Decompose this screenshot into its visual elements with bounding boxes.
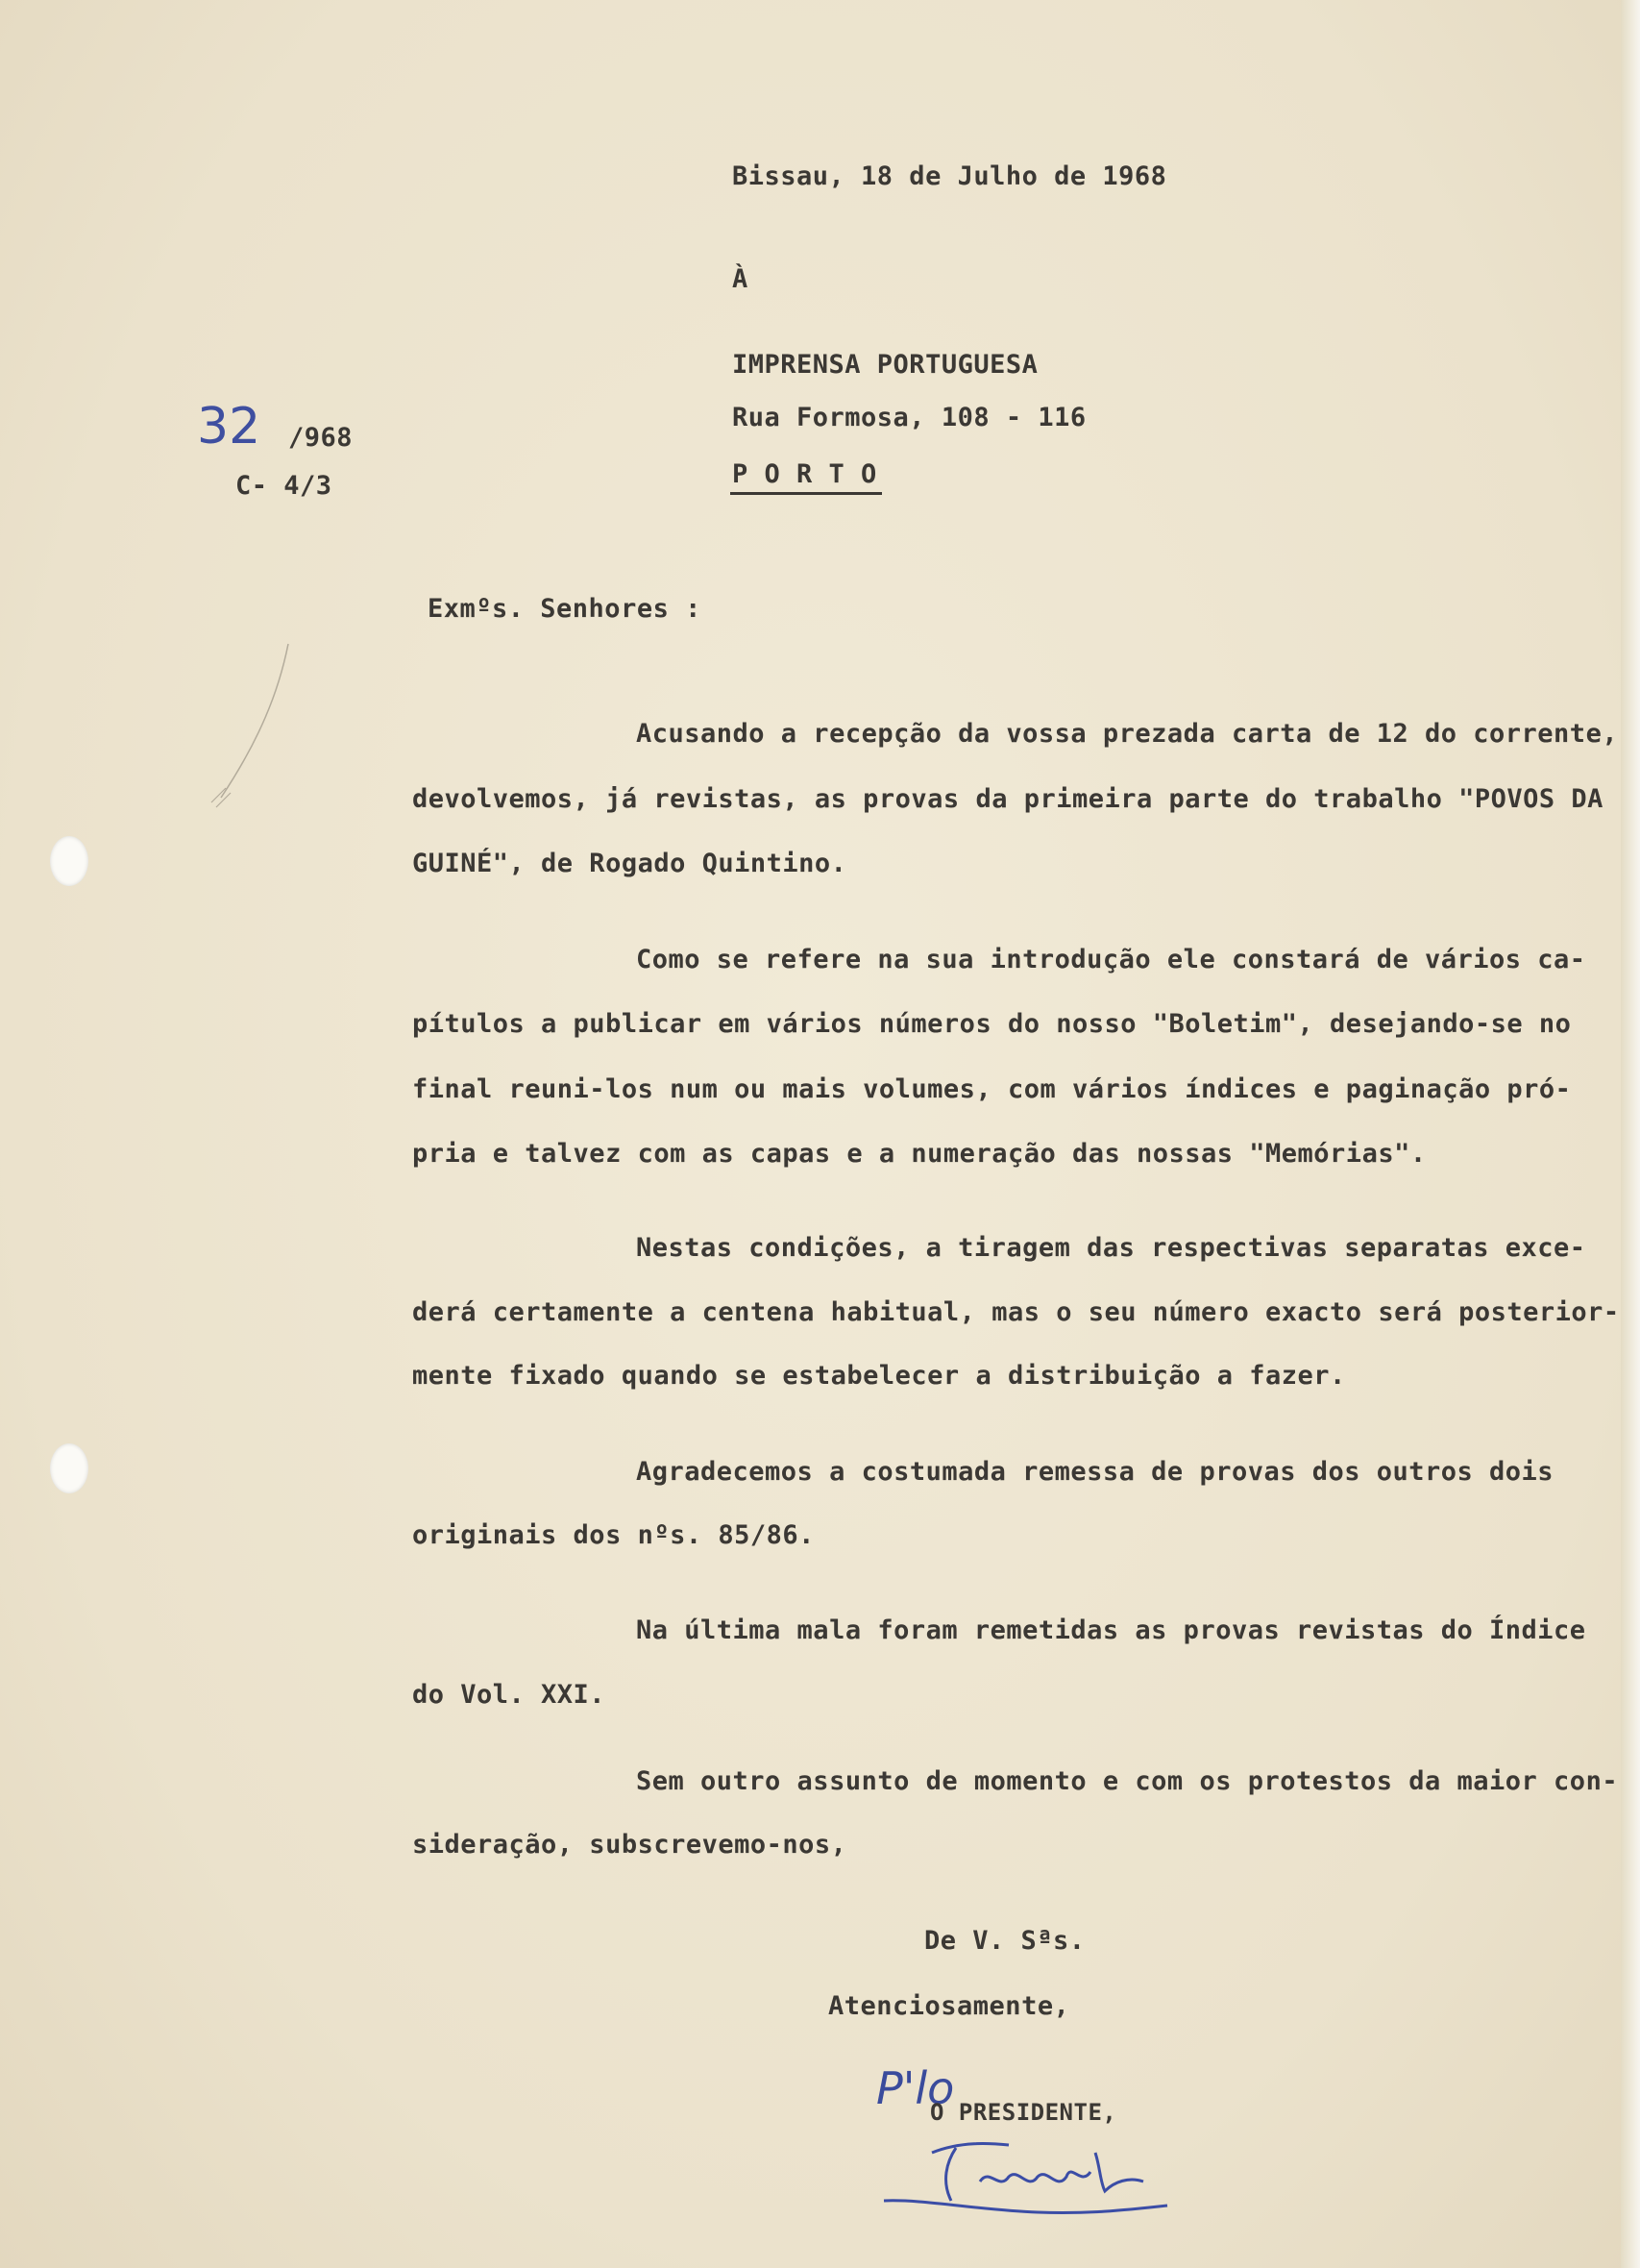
addressee-prefix: À: [732, 264, 748, 294]
body-line: GUINÉ", de Rogado Quintino.: [412, 849, 847, 878]
body-line: pria e talvez com as capas e a numeração das nossas "Memórias".: [412, 1139, 1427, 1169]
body-line: Nestas condições, a tiragem das respectivas separatas exce-: [636, 1233, 1586, 1263]
body-line: do Vol. XXI.: [412, 1680, 606, 1710]
reference-year: /968: [288, 423, 354, 453]
body-line: sideração, subscrevemo-nos,: [412, 1830, 847, 1860]
signature: [865, 2124, 1182, 2230]
city-underline: [730, 492, 882, 495]
date-line: Bissau, 18 de Julho de 1968: [732, 161, 1167, 191]
body-line: pítulos a publicar em vários números do nosso "Boletim", desejando-se no: [412, 1009, 1572, 1039]
salutation: Exmºs. Senhores :: [428, 594, 701, 624]
recipient-name: IMPRENSA PORTUGUESA: [732, 350, 1039, 380]
closing-line-1: De V. Sªs.: [924, 1926, 1086, 1956]
signer-prefix: P'lo: [876, 2062, 955, 2114]
body-line: mente fixado quando se estabelecer a distribuição a fazer.: [412, 1361, 1346, 1391]
body-line: derá certamente a centena habitual, mas o seu número exacto será posterior-: [412, 1297, 1620, 1327]
body-line: final reuni-los num ou mais volumes, com vários índices e paginação pró-: [412, 1074, 1572, 1104]
paper-edge: [1621, 0, 1640, 2268]
recipient-street: Rua Formosa, 108 - 116: [732, 403, 1087, 432]
reference-code: C- 4/3: [235, 471, 332, 501]
margin-pencil-mark: [192, 634, 307, 826]
body-line: Como se refere na sua introdução ele constará de vários ca-: [636, 945, 1586, 974]
body-line: Agradecemos a costumada remessa de provas dos outros dois: [636, 1457, 1554, 1487]
punch-hole-top: [50, 836, 88, 886]
body-line: Acusando a recepção da vossa prezada carta de 12 do corrente,: [636, 719, 1619, 749]
closing-line-2: Atenciosamente,: [828, 1991, 1070, 2021]
body-line: Sem outro assunto de momento e com os protestos da maior con-: [636, 1766, 1619, 1796]
reference-number: 32: [197, 398, 261, 456]
body-line: devolvemos, já revistas, as provas da primeira parte do trabalho "POVOS DA: [412, 784, 1603, 814]
signer-title: O PRESIDENTE,: [930, 2099, 1117, 2126]
body-line: Na última mala foram remetidas as provas revistas do Índice: [636, 1615, 1586, 1645]
recipient-city: P O R T O: [732, 459, 877, 489]
body-line: originais dos nºs. 85/86.: [412, 1520, 815, 1550]
punch-hole-bottom: [50, 1443, 88, 1493]
